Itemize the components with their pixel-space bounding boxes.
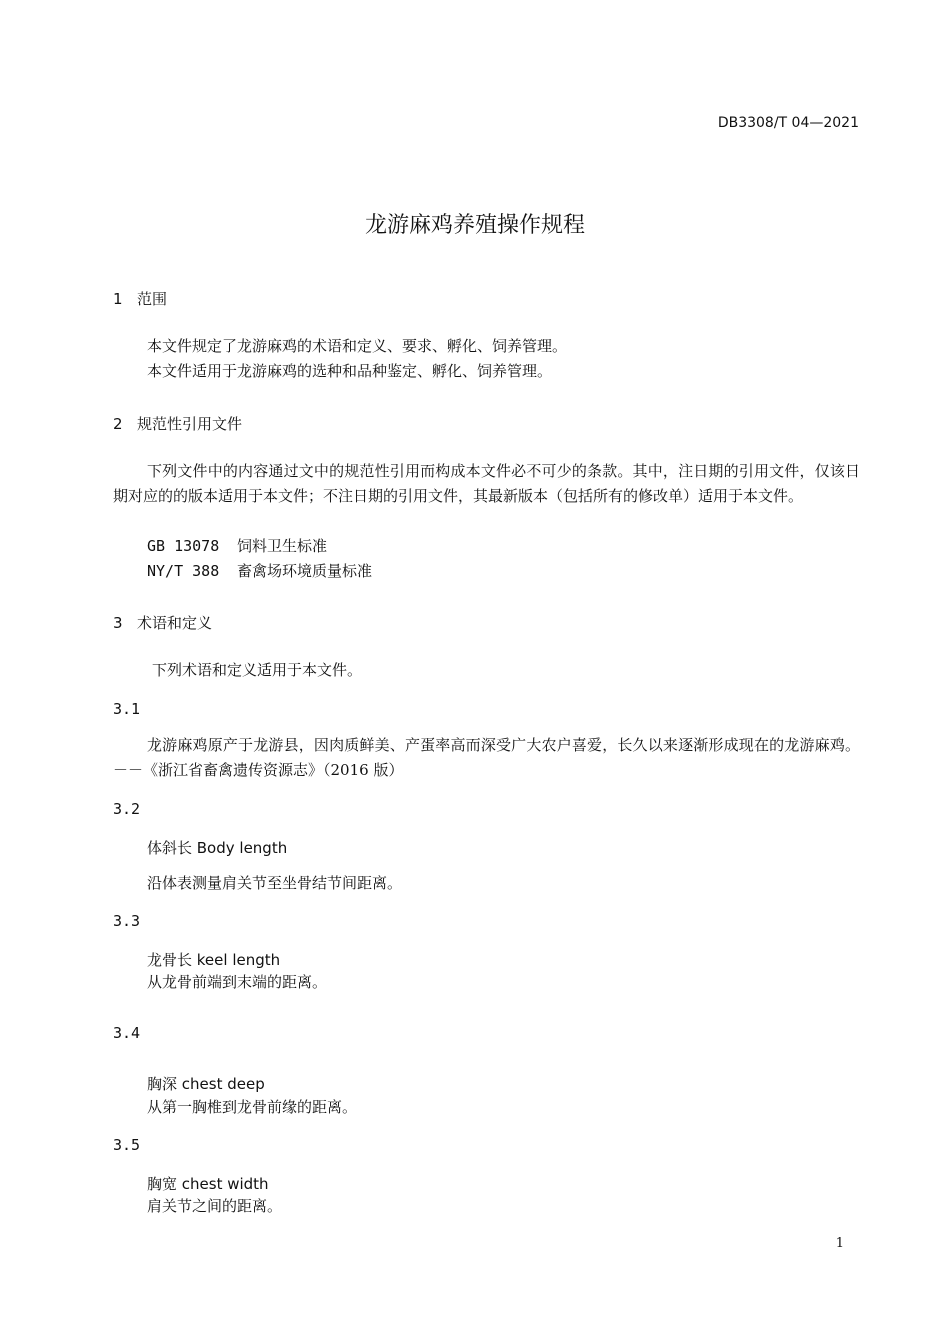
section-1-heading xyxy=(113,288,167,309)
reference-title: 饲料卫生标准 xyxy=(237,537,328,555)
term-definition: 沿体表测量肩关节至坐骨结节间距离。 xyxy=(147,874,403,892)
term-name: 胸深 chest deep xyxy=(147,1075,265,1093)
term-name: 胸宽 chest width xyxy=(147,1175,269,1193)
paragraph: 下列术语和定义适用于本文件。 xyxy=(152,661,363,679)
section-number: 1 xyxy=(113,290,123,308)
section-number: 3 xyxy=(113,614,123,632)
term-name: 体斜长 Body length xyxy=(147,839,288,857)
term-definition: 从龙骨前端到末端的距离。 xyxy=(147,973,328,991)
term-name: 龙骨长 keel length xyxy=(147,951,281,969)
reference-title: 畜禽场环境质量标准 xyxy=(237,562,373,580)
term-definition: 从第一胸椎到龙骨前缘的距离。 xyxy=(147,1098,358,1116)
normative-reference xyxy=(147,534,327,559)
reference-code: GB 13078 xyxy=(147,537,220,555)
section-title: 范围 xyxy=(137,290,168,308)
clause-number: 3.4 xyxy=(113,1024,141,1042)
section-3-heading xyxy=(113,612,212,633)
paragraph: 下列文件中的内容通过文中的规范性引用而构成本文件必不可少的条款。其中，注日期的引用文件，仅该日期对应的的版本适用于本文件；不注日期的引用文件，其最新版本（包括所有的修改单）适用于本文件。 xyxy=(113,462,860,505)
normative-reference xyxy=(147,559,372,584)
clause-number: 3.3 xyxy=(113,912,141,930)
page-number: 1 xyxy=(835,1236,844,1251)
section-2-heading xyxy=(113,413,242,434)
section-title: 规范性引用文件 xyxy=(137,415,243,433)
clause-number: 3.2 xyxy=(113,800,141,818)
document-title: 龙游麻鸡养殖操作规程 xyxy=(364,213,585,238)
term-definition: 龙游麻鸡原产于龙游县，因肉质鲜美、产蛋率高而深受广大农户喜爱，长久以来逐渐形成现在的龙游麻鸡。－－《浙江省畜禽遗传资源志》（2016 版） xyxy=(113,736,860,779)
section-title: 术语和定义 xyxy=(137,614,213,632)
reference-code: NY/T 388 xyxy=(147,562,220,580)
clause-number: 3.1 xyxy=(113,700,141,718)
document-number: DB3308/T 04—2021 xyxy=(717,115,859,131)
paragraph: 本文件适用于龙游麻鸡的选种和品种鉴定、孵化、饲养管理。 xyxy=(147,362,553,380)
paragraph: 本文件规定了龙游麻鸡的术语和定义、要求、孵化、饲养管理。 xyxy=(147,337,568,355)
section-number: 2 xyxy=(113,415,123,433)
clause-number: 3.5 xyxy=(113,1136,141,1154)
term-definition: 肩关节之间的距离。 xyxy=(147,1197,283,1215)
